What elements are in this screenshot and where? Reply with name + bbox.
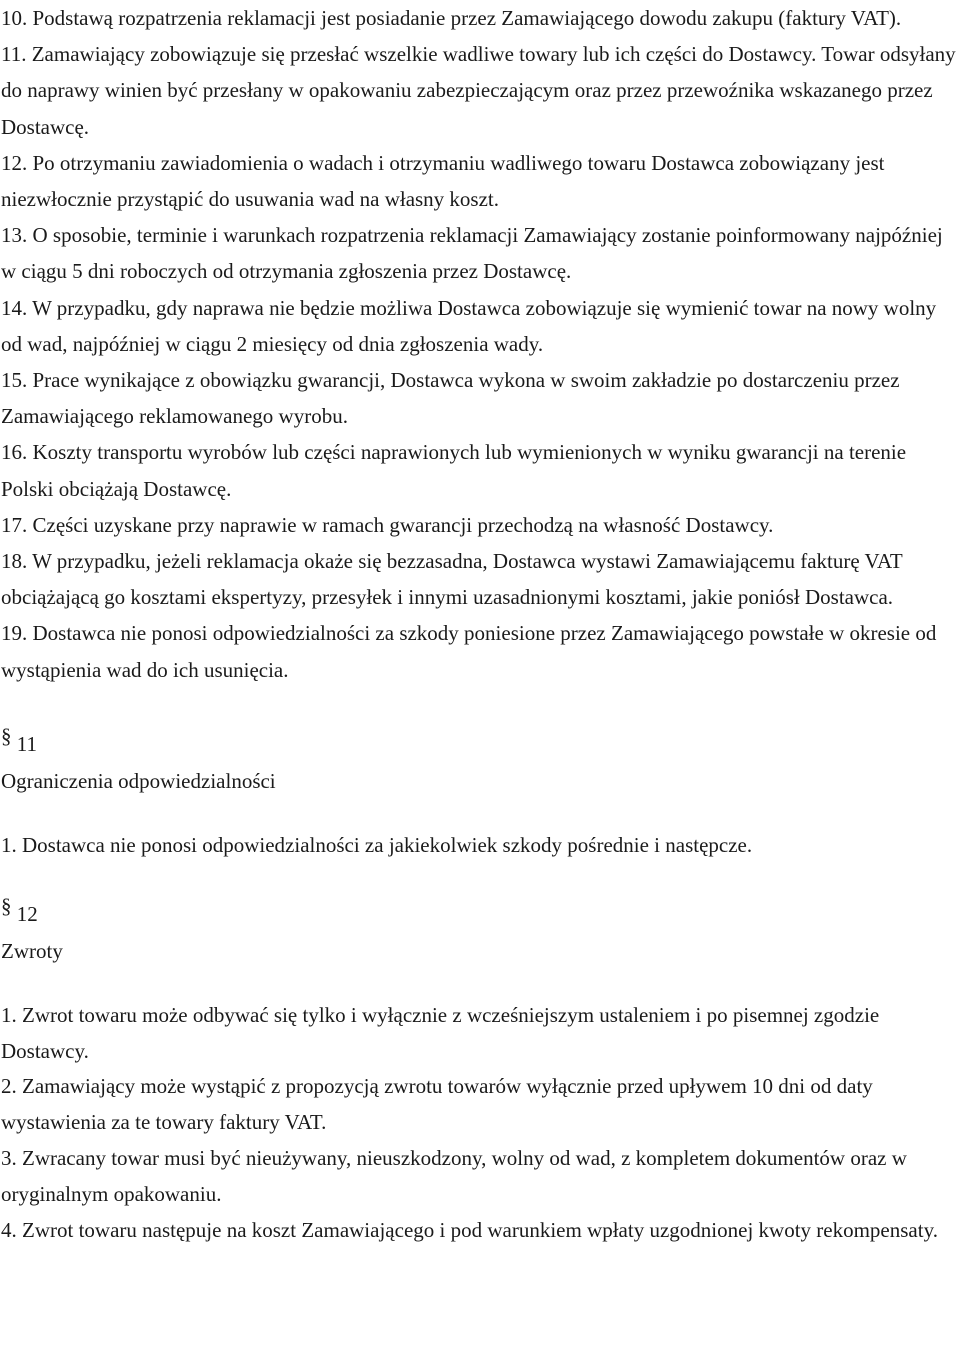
section-12-item-1: 1. Zwrot towaru może odbywać się tylko i wyłącznie z wcześniejszym ustaleniem i po pisemnej zgodzie Dostawcy. — [1, 1002, 880, 1063]
clause-10: 10. Podstawą rozpatrzenia reklamacji jest posiadanie przez Zamawiającego dowodu zakupu (faktury VAT). — [1, 6, 902, 30]
section-11-number — [1, 723, 960, 763]
clause-12: 12. Po otrzymaniu zawiadomienia o wadach i otrzymaniu wadliwego towaru Dostawca zobowiązany jest niezwłocznie przystąpić do usuwania wad na własny koszt. — [1, 150, 885, 212]
clause-14: 14. W przypadku, gdy naprawa nie będzie możliwa Dostawca zobowiązuje się wymienić towar na nowy wolny od wad, najpóźniej w ciągu 2 miesięcy od dnia zgłoszenia wady. — [1, 295, 937, 356]
clause-17: 17. Części uzyskane przy naprawie w ramach gwarancji przechodzą na własność Dostawcy. — [1, 512, 774, 537]
clause-19: 19. Dostawca nie ponosi odpowiedzialności za szkody poniesione przez Zamawiającego powstałe w okresie od wystąpienia wad do ich usunięcia. — [1, 621, 937, 682]
warranty-clauses — [1, 0, 960, 688]
clause-18: 18. W przypadku, jeżeli reklamacja okaże się bezzasadna, Dostawca wystawi Zamawiającemu fakturę VAT obciążającą go kosztami ekspertyzy, przesyłek i innymi uzasadnionymi kosztami, jakie poniósł Dostawca. — [1, 549, 903, 610]
section-11-body — [1, 828, 960, 863]
section-symbol: § — [1, 723, 12, 748]
section-11-title: Ograniczenia odpowiedzialności — [1, 768, 276, 793]
section-11-item-1: 1. Dostawca nie ponosi odpowiedzialności za jakiekolwiek szkody pośrednie i następcze. — [1, 832, 753, 857]
clause-11: 11. Zamawiający zobowiązuje się przesłać wszelkie wadliwe towary lub ich części do Dostawcy. Towar odsyłany do naprawy winien być przesłany w opakowaniu zabezpieczającym oraz przez przewoźnika wskazanego przez Dostawcę. — [1, 42, 956, 139]
section-12-item-4: 4. Zwrot towaru następuje na koszt Zamawiającego i pod warunkiem wpłaty uzgodnionej kwoty rekompensaty. — [1, 1217, 938, 1242]
section-12-item-3: 3. Zwracany towar musi być nieużywany, nieuszkodzony, wolny od wad, z kompletem dokumentów oraz w oryginalnym opakowaniu. — [1, 1146, 907, 1206]
section-number: 12 — [16, 901, 38, 926]
section-12-body — [1, 998, 960, 1249]
clause-13: 13. O sposobie, terminie i warunkach rozpatrzenia reklamacji Zamawiający zostanie poinformowany najpóźniej w ciągu 5 dni roboczych od otrzymania zgłoszenia przez Dostawcę. — [1, 223, 943, 284]
section-12-number — [1, 893, 960, 933]
section-number: 11 — [16, 731, 37, 756]
clause-15: 15. Prace wynikające z obowiązku gwarancji, Dostawca wykona w swoim zakładzie po dostarczeniu przez Zamawiającego reklamowanego wyrobu. — [1, 368, 900, 429]
clause-16: 16. Koszty transportu wyrobów lub części naprawionych lub wymienionych w wyniku gwarancji na terenie Polski obciążają Dostawcę. — [1, 440, 907, 501]
section-12-title: Zwroty — [1, 938, 63, 963]
section-symbol: § — [1, 893, 12, 918]
section-12-item-2: 2. Zamawiający może wystąpić z propozycją zwrotu towarów wyłącznie przed upływem 10 dni od daty wystawienia za te towary faktury VAT. — [1, 1074, 873, 1135]
